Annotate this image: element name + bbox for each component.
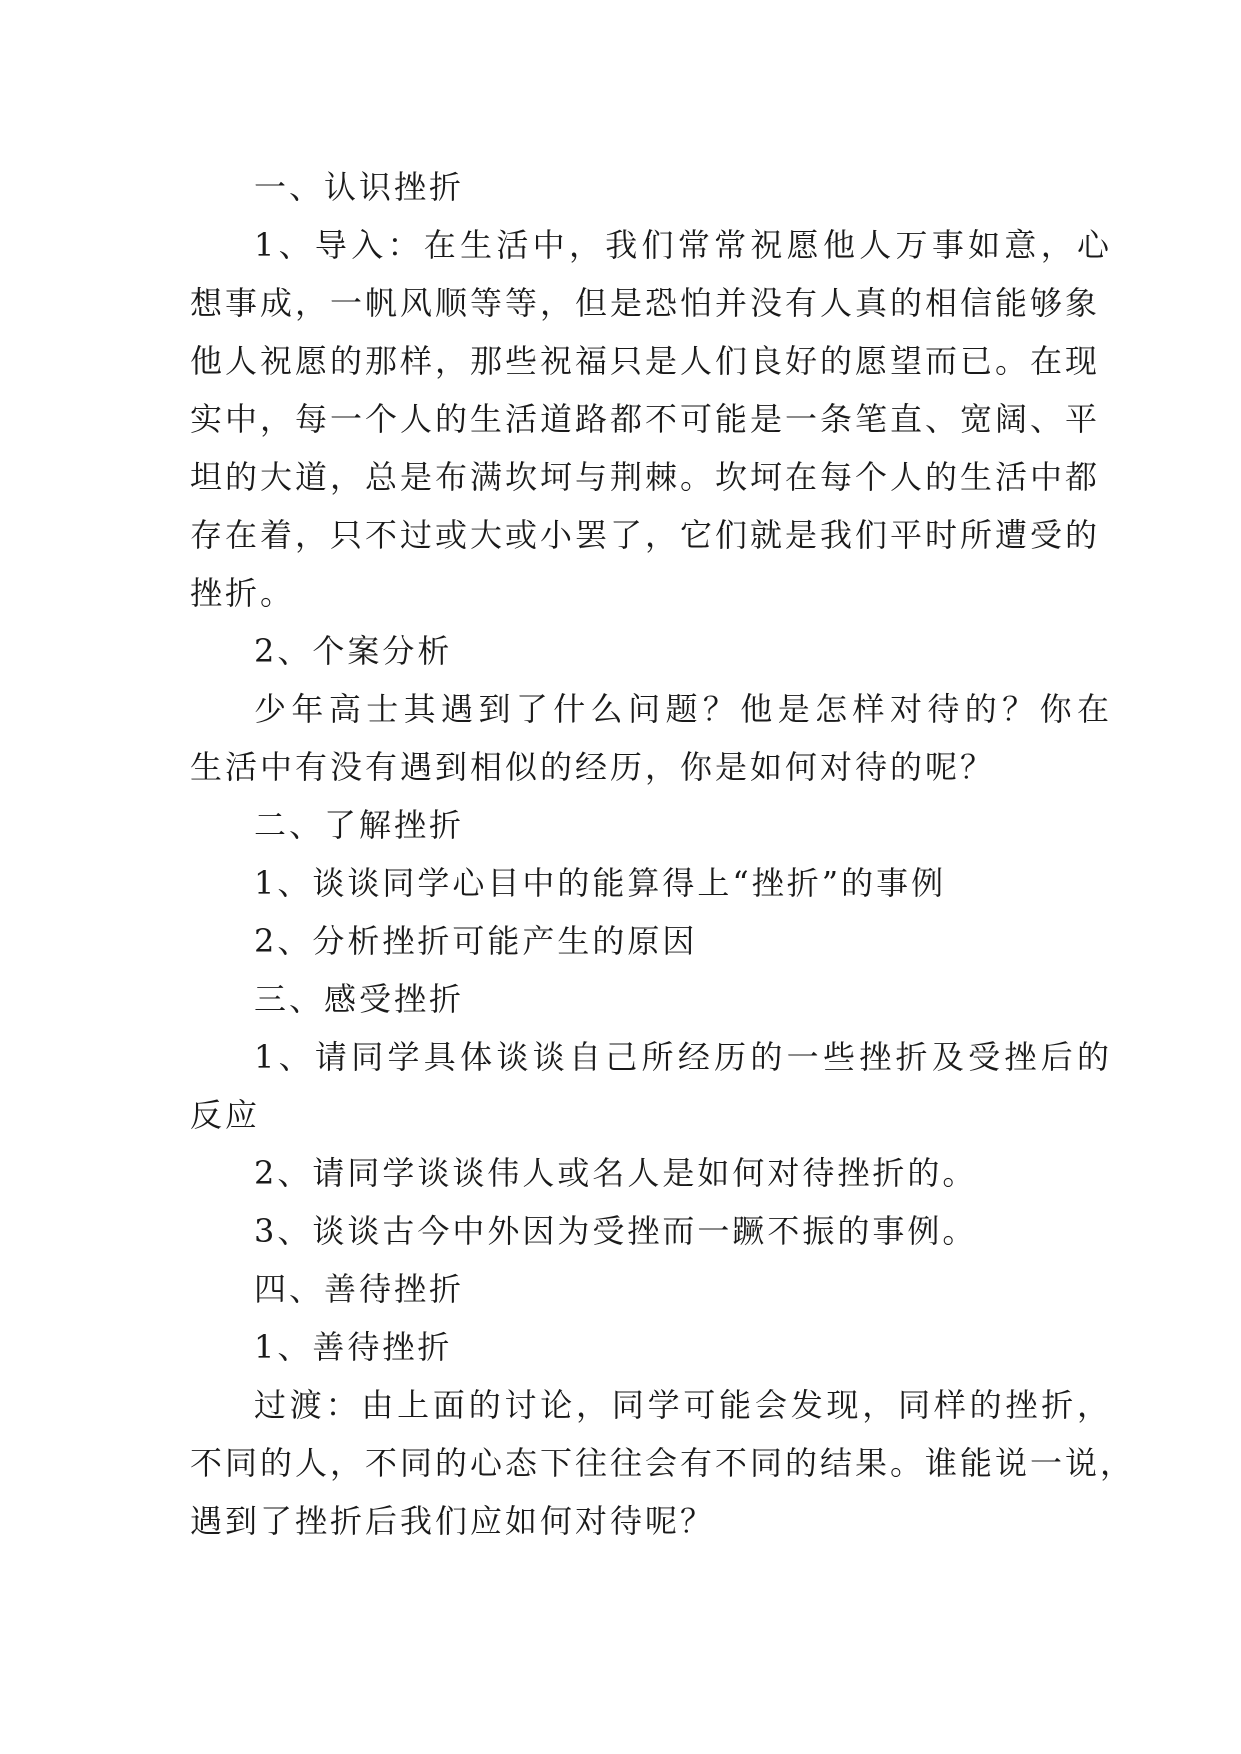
paragraph-line: 实中，每一个人的生活道路都不可能是一条笔直、宽阔、平 <box>190 400 1101 438</box>
section-heading-3: 三、感受挫折 <box>254 980 465 1018</box>
paragraph-line: 生活中有没有遇到相似的经历，你是如何对待的呢？ <box>190 748 996 786</box>
list-item: 1、请同学具体谈谈自己所经历的一些挫折及受挫后的 <box>254 1038 1112 1076</box>
paragraph-line: 挫折。 <box>190 574 296 612</box>
paragraph-line: 1、导入：在生活中，我们常常祝愿他人万事如意，心 <box>254 226 1112 264</box>
paragraph-line: 坦的大道，总是布满坎坷与荆棘。坎坷在每个人的生活中都 <box>190 458 1101 496</box>
list-item: 1、谈谈同学心目中的能算得上“挫折”的事例 <box>254 864 947 902</box>
list-item: 2、请同学谈谈伟人或名人是如何对待挫折的。 <box>254 1154 978 1192</box>
subsection-heading: 2、个案分析 <box>254 632 453 670</box>
document-body <box>190 158 1136 1550</box>
paragraph-line: 想事成，一帆风顺等等，但是恐怕并没有人真的相信能够象 <box>190 284 1101 322</box>
paragraph-line: 少年高士其遇到了什么问题？他是怎样对待的？你在 <box>254 690 1112 728</box>
section-heading-4: 四、善待挫折 <box>254 1270 465 1308</box>
subsection-heading: 1、善待挫折 <box>254 1328 453 1366</box>
section-heading-2: 二、了解挫折 <box>254 806 465 844</box>
paragraph-line: 过渡：由上面的讨论，同学可能会发现，同样的挫折， <box>254 1386 1112 1424</box>
paragraph-line: 存在着，只不过或大或小罢了，它们就是我们平时所遭受的 <box>190 516 1101 554</box>
paragraph-line: 不同的人，不同的心态下往往会有不同的结果。谁能说一说， <box>190 1444 1136 1482</box>
list-item-continuation: 反应 <box>190 1096 261 1134</box>
list-item: 2、分析挫折可能产生的原因 <box>254 922 698 960</box>
paragraph-line: 遇到了挫折后我们应如何对待呢？ <box>190 1502 716 1540</box>
section-heading-1: 一、认识挫折 <box>254 168 465 206</box>
paragraph-line: 他人祝愿的那样，那些祝福只是人们良好的愿望而已。在现 <box>190 342 1101 380</box>
list-item: 3、谈谈古今中外因为受挫而一蹶不振的事例。 <box>254 1212 978 1250</box>
